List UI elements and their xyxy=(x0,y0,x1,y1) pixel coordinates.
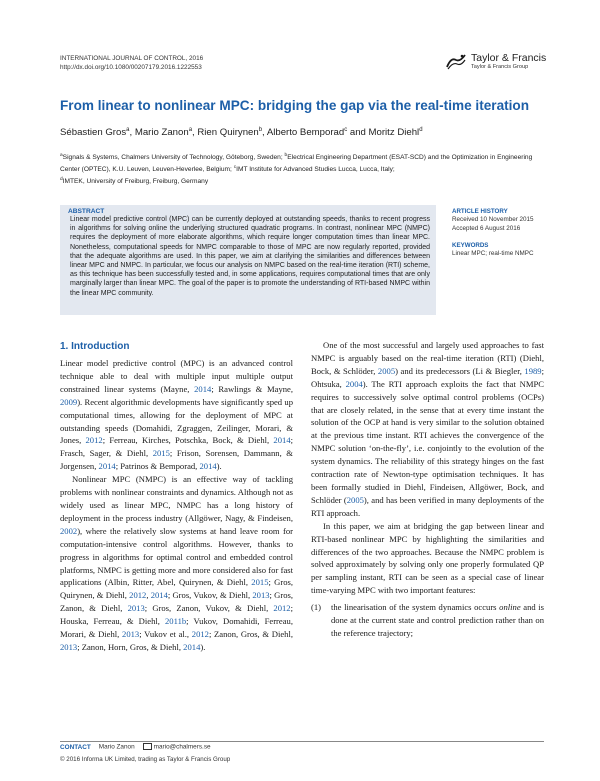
left-column xyxy=(60,357,293,654)
citation-link[interactable]: 2014 xyxy=(98,461,116,472)
citation-link[interactable]: 1989 xyxy=(524,365,542,376)
contact-email[interactable]: mario@chalmers.se xyxy=(153,743,211,751)
citation-link[interactable]: 2012 xyxy=(273,603,291,614)
article-history-heading: ARTICLE HISTORY xyxy=(452,208,508,215)
author-separator: and xyxy=(347,127,369,139)
author-affil-sup: d xyxy=(419,127,423,133)
author-affil-sup: b xyxy=(258,127,263,133)
publisher-name: Taylor & Francis xyxy=(471,52,547,64)
author-name: Alberto Bemporad xyxy=(266,127,345,139)
paragraph-text: ) and its predecessors (Li & Biegler, xyxy=(395,365,525,376)
paragraph-text: , xyxy=(146,590,151,601)
abstract-heading: ABSTRACT xyxy=(68,208,105,215)
citation-link[interactable]: 2015 xyxy=(251,577,269,588)
abstract-text: Linear model predictive control (MPC) can be currently deployed at outstanding speeds, thanks to recent progress in algorithms for solving online the underlying structured quadratic programs. In contrast, nonlinear MPC (NMPC) requires the deployment of more elaborate algorithms, which require longer computation times than linear MPC. Nonetheless, computational speeds for NMPC comparable to those of MPC are now regularly reported, provided that the adequate algorithms are used. In this paper, we aim at clarifying the similarities and differences between linear MPC and NMPC. In particular, we focus our analysis on NMPC based on the real-time iteration (RTI) scheme, as this technique has been successfully tested and, in some applications, requires computational times that are only marginally larger than linear MPC. The goal of the paper is to promote the understanding of RTI-based NMPC within the linear MPC community. xyxy=(70,216,430,297)
article-history xyxy=(452,216,534,233)
author-name: Sébastien Gros xyxy=(60,127,127,139)
paragraph-text: ; Frasch, Sager, & Diehl, xyxy=(60,435,293,459)
contact-label: CONTACT xyxy=(60,743,91,751)
citation-link[interactable]: 2013 xyxy=(127,603,145,614)
right-paragraph-1 xyxy=(311,339,544,520)
contact-name: Mario Zanon xyxy=(98,743,135,751)
publisher-group: Taylor & Francis Group xyxy=(471,64,529,70)
citation-link[interactable]: 2005 xyxy=(377,365,396,376)
paragraph-text: ), and has been verified in many deployments of the RTI approach. xyxy=(311,494,544,518)
citation-link[interactable]: 2014 xyxy=(183,641,201,652)
affil-a: Signals & Systems, Chalmers University of Technology, Göteborg, Sweden; xyxy=(62,154,285,162)
paragraph-text: ; Zanon, Gros, & Diehl, xyxy=(208,629,294,640)
author-affil-sup: a xyxy=(188,127,193,133)
paragraph-text: ; Gros, Zanon, & Diehl, xyxy=(60,590,293,614)
paragraph-text: ; Frison, Sorensen, Dammann, & Jorgensen, xyxy=(60,448,293,472)
citation-link[interactable]: 2013 xyxy=(60,641,78,652)
citation-link[interactable]: 2015 xyxy=(152,448,170,459)
citation-link[interactable]: 2014 xyxy=(273,435,291,446)
paragraph-text: ; Gros, Zanon, Vukov, & Diehl, xyxy=(144,603,274,614)
affiliations xyxy=(60,151,550,187)
list-text-emphasis: online xyxy=(499,602,521,613)
affil-d: IMTEK, University of Freiburg, Freiburg, Germany xyxy=(62,178,209,186)
citation-link[interactable]: 2009 xyxy=(60,396,78,407)
doi-link[interactable]: http://dx.doi.org/10.1080/00207179.2016.1222553 xyxy=(60,64,202,71)
paragraph-text: ; Vukov et al., xyxy=(139,629,192,640)
affil-a-sup: a xyxy=(60,153,63,158)
paragraph-text: In this paper, we aim at bridging the gap between linear and RTI-based nonlinear MPC by highlighting the similarities and differences of the two approaches. Because the NMPC problem is solved approximately by solving only one properly formulated QP per sampling instant, RTI can be seen as a special case of linear time-varying MPC with two important features: xyxy=(311,520,544,596)
section-number: 1. xyxy=(60,341,69,352)
paragraph-text: ), where the relatively slow systems at hand leave room for computation-intensive control algorithms. However, thanks to progress in algorithms for optimal control and embedded control platforms, NMPC is getting more and more considered also for fast applications (Albin, Ritter, Abel, Quirynen, & Diehl, xyxy=(60,525,293,588)
left-paragraph-2 xyxy=(60,473,293,654)
paragraph-text: ). Recent algorithmic developments have significantly sped up computational times, allowing for the deployment of MPC at outstanding speeds (Domahidi, Zgraggen, Zeilinger, Morari, & Jones, xyxy=(60,396,293,446)
footer-divider xyxy=(60,741,544,742)
citation-link[interactable]: 2013 xyxy=(122,629,140,640)
citation-link[interactable]: 2014 xyxy=(194,383,212,394)
paragraph-text: ; Patrinos & Bemporad, xyxy=(115,461,200,472)
affil-c: IMT Institute for Advanced Studies Lucca, Lucca, Italy; xyxy=(236,166,395,174)
accepted-date: Accepted 6 August 2016 xyxy=(452,224,521,232)
citation-link[interactable]: 2013 xyxy=(252,590,270,601)
copyright: © 2016 Informa UK Limited, trading as Taylor & Francis Group xyxy=(60,756,231,763)
publisher-logo[interactable] xyxy=(446,52,546,71)
article-title: From linear to nonlinear MPC: bridging the gap via the real-time iteration xyxy=(60,98,530,113)
citation-link[interactable]: 2004 xyxy=(345,378,363,389)
citation-link[interactable]: 2011b xyxy=(165,616,187,627)
affil-c-sup: c xyxy=(233,164,237,170)
paragraph-text: ; Rawlings & Mayne, xyxy=(211,383,294,394)
author-name: Mario Zanon xyxy=(134,127,189,139)
affil-b-sup: b xyxy=(284,153,288,158)
affil-b: Electrical Engineering Department (ESAT-SCD) and the Optimization in Engineering Center (OPTEC), K.U. Leuven, Leuven-Heverlee, Belgium; xyxy=(60,154,533,174)
author-separator: , xyxy=(129,127,135,139)
right-paragraph-2 xyxy=(311,520,544,597)
affil-d-sup: d xyxy=(60,176,63,182)
keywords-text: Linear MPC; real-time NMPC xyxy=(452,250,534,257)
section-heading xyxy=(60,341,129,352)
right-column xyxy=(311,339,544,640)
citation-link[interactable]: 2005 xyxy=(346,494,364,505)
left-paragraph-1 xyxy=(60,357,293,473)
citation-link[interactable]: 2012 xyxy=(191,629,209,640)
paragraph-text: ; Ferreau, Kirches, Potschka, Bock, & Diehl, xyxy=(102,435,274,446)
author-list xyxy=(60,127,423,138)
paragraph-text: One of the most successful and largely used approaches to fast NMPC is arguably based on the real-time iteration (RTI) (Diehl, Bock, & Schlöder, xyxy=(311,340,544,376)
paragraph-text: ; Vukov, Domahidi, Ferreau, Morari, & Diehl, xyxy=(60,616,293,640)
author-affil-sup: c xyxy=(344,127,348,133)
received-date: Received 10 November 2015 xyxy=(452,216,534,223)
paragraph-text: ; Gros, Vukov, & Diehl, xyxy=(167,590,253,601)
citation-link[interactable]: 2012 xyxy=(85,435,103,446)
citation-link[interactable]: 2014 xyxy=(199,461,217,472)
author-affil-sup: a xyxy=(126,127,130,133)
journal-title: INTERNATIONAL JOURNAL OF CONTROL, 2016 xyxy=(60,55,204,62)
list-text-end: and is done at the current state and control prediction rather than on the reference trajectory; xyxy=(331,602,545,638)
list-item xyxy=(311,601,544,640)
publisher-logo-icon xyxy=(446,52,466,70)
paragraph-text: Linear model predictive control (MPC) is an advanced control technique able to deal with multiple input multiple output constrained linear systems (Mayne, xyxy=(60,358,293,394)
list-text xyxy=(331,601,544,640)
section-title: Introduction xyxy=(71,341,130,352)
author-separator: , xyxy=(192,127,198,139)
keywords-heading: KEYWORDS xyxy=(452,242,489,249)
list-number: (1) xyxy=(311,602,322,613)
paragraph-text: ; Houska, Ferreau, & Diehl, xyxy=(60,603,293,627)
paragraph-text: Nonlinear MPC (NMPC) is an effective way of tackling problems with nonlinear constraints and dynamics. Although not as widely used as linear MPC, NMPC has a long history of deployment in the process industry (Allgöwer, Nagy, & Findeisen, xyxy=(60,474,293,523)
paragraph-text: ; Ohtsuka, xyxy=(311,365,544,389)
list-text-start: the linearisation of the system dynamics occurs xyxy=(331,602,500,613)
paragraph-text: ). The RTI approach exploits the fact that NMPC requires to successively solve optimal control problems (OCPs) that are closely related, in the sense that at every time instant the solution of the OCP at hand is very similar to the solution obtained at the previous time instant. RTI achieves the convergence of the NMPC solution ‘on-the-fly’, i.e. conjointly to the evolution of the system dynamics. The reliability of this strategy hinges on the fast contraction rate of Newton-type optimisation techniques. It has been formally studied in Diehl, Findeisen, Allgöwer, Bock, and Schlöder ( xyxy=(311,378,544,505)
author-separator: , xyxy=(262,127,267,139)
citation-link[interactable]: 2014 xyxy=(150,590,168,601)
contact-line xyxy=(60,743,211,751)
paragraph-text: ). xyxy=(200,641,206,652)
author-name: Rien Quirynen xyxy=(197,127,259,139)
citation-link[interactable]: 2002 xyxy=(60,525,78,536)
paragraph-text: ; Zanon, Horn, Gros, & Diehl, xyxy=(77,641,184,652)
citation-link[interactable]: 2012 xyxy=(129,590,147,601)
journal-info xyxy=(60,54,203,72)
paragraph-text: ). xyxy=(216,461,222,472)
email-icon xyxy=(143,743,152,750)
paragraph-text: ; Gros, Quirynen, & Diehl, xyxy=(60,577,293,601)
author-name: Moritz Diehl xyxy=(368,127,420,139)
